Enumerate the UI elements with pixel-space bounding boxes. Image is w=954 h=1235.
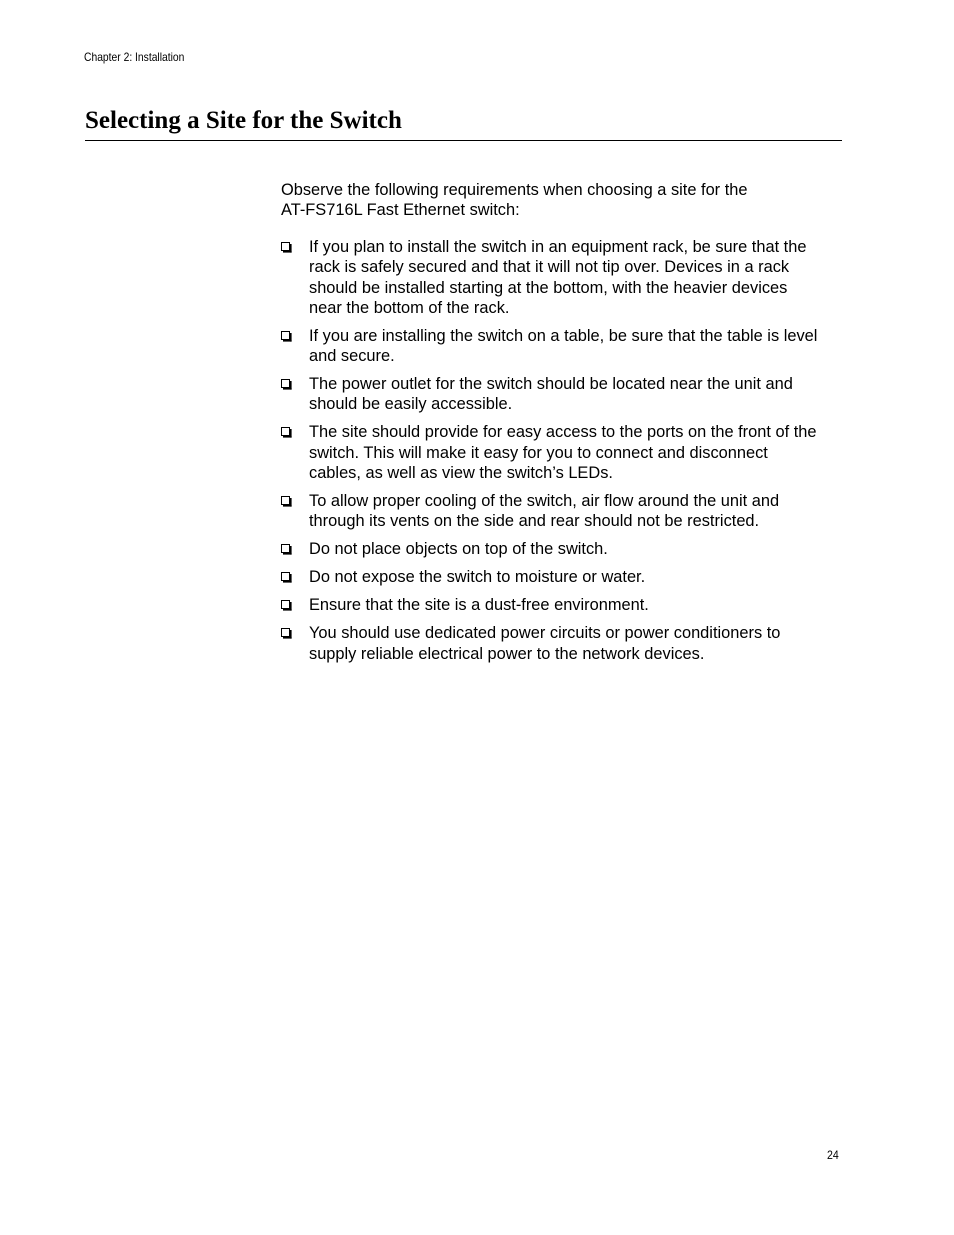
- list-item: [281, 595, 846, 615]
- shadowed-box-bullet-icon: [281, 242, 292, 253]
- list-item-line: should be installed starting at the bottom, with the heavier devices: [309, 278, 788, 297]
- list-item-line: The power outlet for the switch should be located near the unit and: [309, 375, 793, 394]
- list-item: [281, 491, 846, 532]
- intro-line: AT-FS716L Fast Ethernet switch:: [281, 201, 520, 220]
- list-item-line: If you plan to install the switch in an equipment rack, be sure that the: [309, 238, 807, 256]
- list-item-line: switch. This will make it easy for you to connect and disconnect: [309, 443, 768, 462]
- shadowed-box-bullet-icon: [281, 496, 292, 507]
- intro-paragraph: [281, 180, 846, 221]
- list-item: [281, 326, 846, 367]
- list-item-line: and secure.: [309, 347, 395, 366]
- list-item-line: To allow proper cooling of the switch, air flow around the unit and: [309, 492, 780, 511]
- list-item-line: Do not place objects on top of the switch.: [309, 540, 608, 559]
- shadowed-box-bullet-icon: [281, 544, 292, 555]
- list-item: [281, 623, 846, 664]
- shadowed-box-bullet-icon: [281, 600, 292, 611]
- list-item-line: You should use dedicated power circuits or power conditioners to: [309, 624, 781, 643]
- list-item-line: The site should provide for easy access to the ports on the front of the: [309, 423, 817, 442]
- title-rule: [85, 140, 842, 141]
- shadowed-box-bullet-icon: [281, 628, 292, 639]
- list-item: [281, 539, 846, 559]
- list-item-line: should be easily accessible.: [309, 395, 513, 414]
- page-number: 24: [827, 1148, 839, 1162]
- list-item-line: cables, as well as view the switch’s LEDs.: [309, 464, 613, 483]
- shadowed-box-bullet-icon: [281, 331, 292, 342]
- list-item-line: If you are installing the switch on a table, be sure that the table is level: [309, 326, 818, 345]
- shadowed-box-bullet-icon: [281, 379, 292, 390]
- list-item: [281, 422, 846, 483]
- intro-line: Observe the following requirements when choosing a site for the: [281, 181, 748, 199]
- requirements-list: [281, 237, 846, 672]
- section-title: Selecting a Site for the Switch: [85, 107, 402, 134]
- running-header: Chapter 2: Installation: [84, 50, 185, 64]
- list-item: [281, 237, 846, 318]
- shadowed-box-bullet-icon: [281, 572, 292, 583]
- list-item-line: supply reliable electrical power to the network devices.: [309, 644, 705, 663]
- list-item-line: through its vents on the side and rear should not be restricted.: [309, 512, 760, 531]
- list-item: [281, 374, 846, 415]
- list-item-line: Ensure that the site is a dust-free environment.: [309, 596, 649, 615]
- list-item-line: Do not expose the switch to moisture or water.: [309, 568, 646, 587]
- shadowed-box-bullet-icon: [281, 427, 292, 438]
- list-item: [281, 567, 846, 587]
- list-item-line: rack is safely secured and that it will not tip over. Devices in a rack: [309, 258, 790, 277]
- list-item-line: near the bottom of the rack.: [309, 298, 510, 317]
